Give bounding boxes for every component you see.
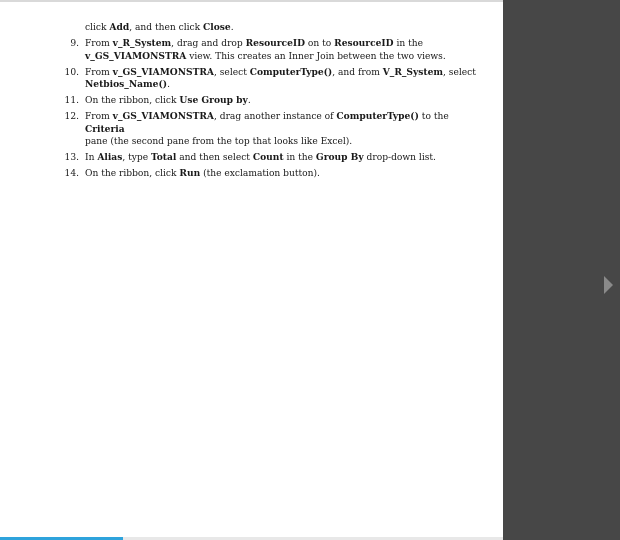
list-item-continuation: click Add, and then click Close. [85,22,234,33]
page-turn-panel[interactable] [503,0,620,540]
step-number: 9. [70,39,79,49]
list-item-step-11: 11. On the ribbon, click Use Group by. [62,95,482,108]
list-item-step-10: 10. From v_GS_VIAMONSTRA, select ComputerType(), and from V_R_System, select Netbios_Name(). [62,67,482,92]
step-number: 10. [64,67,79,78]
procedure-steps [62,22,482,184]
step-number: 12. [64,112,79,122]
list-item-step-13: 13. In Alias, type Total and then select Count in the Group By drop-down list. [62,152,482,165]
chevron-right-icon[interactable] [604,276,613,294]
list-item-step-14: 14. On the ribbon, click Run (the exclamation button). [62,168,482,181]
step-number: 14. [64,169,79,179]
book-page [0,2,503,540]
list-item-step-12: 12. From v_GS_VIAMONSTRA, drag another instance of ComputerType() to the Criteria pane (the second pane from the top that looks like Excel). [62,111,482,149]
step-number: 13. [64,153,79,163]
step-number: 11. [64,96,79,106]
list-item-step-9: 9. From v_R_System, drag and drop ResourceID on to ResourceID in the v_GS_VIAMONSTRA view. This creates an Inner Join between the two views. [62,38,482,63]
